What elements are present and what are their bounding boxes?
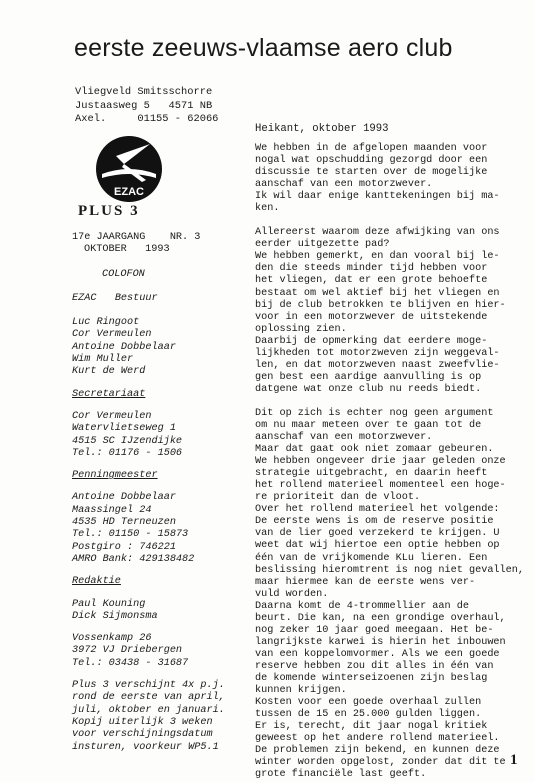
letter-line: langrijkste karwei is hierin het inbouwen bbox=[255, 636, 506, 648]
letter-line: tussen de 15 en 25.000 gulden liggen. bbox=[255, 709, 482, 721]
letter-line: de komende winterseizoenen zijn beslag bbox=[255, 672, 488, 684]
publication-note-line: rond de eerste van april, bbox=[72, 692, 225, 704]
letter-line: weet dat wij hiertoe een optie hebben op bbox=[255, 540, 500, 552]
letter-line: het rollend materieel momenteel een hoge- bbox=[255, 480, 506, 492]
club-address bbox=[75, 86, 218, 127]
letter-line: We hebben ongeveer drie jaar geleden onze bbox=[255, 456, 506, 468]
letter-paragraph bbox=[255, 143, 531, 215]
letter-line: lijkheden tot motorzweven zijn weggeval- bbox=[255, 347, 500, 359]
letter-line: geweest op het andere rollend materieel. bbox=[255, 733, 500, 745]
secretariaat-line: Cor Vermeulen bbox=[72, 410, 152, 422]
board-member: Kurt de Werd bbox=[72, 366, 146, 378]
letter-line: datgene wat onze club nu reeds biedt. bbox=[255, 383, 482, 395]
letter-line: We hebben gemerkt, en dan vooral bij le- bbox=[255, 251, 500, 263]
secretariaat-line: 4515 SC IJzendijke bbox=[72, 435, 183, 447]
letter-line: Daarna komt de 4-trommellier aan de bbox=[255, 600, 469, 612]
letter-line: nog zeker 10 jaar goed meegaan. Het be- bbox=[255, 624, 494, 636]
penningmeester-line: Maassingel 24 bbox=[72, 504, 152, 516]
page-number: 1 bbox=[510, 752, 518, 768]
letter-line: strategie uitgebracht, en daarin heeft bbox=[255, 468, 488, 480]
redaktie-member: Dick Sijmonsma bbox=[72, 610, 158, 622]
letter-line: vuld worden. bbox=[255, 588, 329, 600]
letter-line: aanschaf van een motorzwever. bbox=[255, 179, 433, 191]
letter-line: om nu maar meteen over te gaan tot de bbox=[255, 419, 482, 431]
letter-line: nogal wat opschudding gezorgd door een bbox=[255, 155, 488, 167]
letter-line: Allereerst waarom deze afwijking van ons bbox=[255, 227, 500, 239]
letter-line: discussie te starten over de mogelijke bbox=[255, 167, 488, 179]
letter-line: Er is, terecht, dit jaar nogal kritiek bbox=[255, 721, 488, 733]
letter-line: De eerste wens is om de reserve positie bbox=[255, 516, 494, 528]
logo-text: EZAC bbox=[114, 186, 144, 198]
letter-line: beslissing hieromtrent is nog niet gevallen, bbox=[255, 564, 524, 576]
letter-line: bestaat om wel aktief bij het vliegen en bbox=[255, 287, 500, 299]
publication-note-line: Plus 3 verschijnt 4x p.j. bbox=[72, 680, 225, 692]
letter-line: oplossing zien. bbox=[255, 323, 347, 335]
letter-line: ken. bbox=[255, 203, 280, 215]
board-member: Luc Ringoot bbox=[72, 317, 140, 329]
letter-line: één van de vrijkomende KLu lieren. Een bbox=[255, 552, 488, 564]
board-member: Wim Muller bbox=[72, 354, 134, 366]
publication-note-line: voor verschijningsdatum bbox=[72, 729, 213, 741]
letter-line: Maar dat gaat ook niet zomaar gebeuren. bbox=[255, 444, 494, 456]
letter-line: Dit op zich is echter nog geen argument bbox=[255, 407, 494, 419]
letter-line: len, en dat motorzweven naast zweefvlie- bbox=[255, 359, 500, 371]
letter-line: gen best een aardige aanvulling is op bbox=[255, 371, 482, 383]
redaktie-address-line: Vossenkamp 26 bbox=[72, 633, 152, 645]
letter-line: van de lier goed verzekerd te krijgen. U bbox=[255, 528, 500, 540]
letter-line: reserve hebben zou dit alles in één van bbox=[255, 660, 494, 672]
letter-line: voor in een motorzwever de uitstekende bbox=[255, 311, 488, 323]
penningmeester-line: 4535 HD Terneuzen bbox=[72, 517, 176, 529]
redaktie-address-line: Tel.: 03438 - 31687 bbox=[72, 657, 189, 669]
publication-note-line: juli, oktober en januari. bbox=[72, 704, 225, 716]
letter-line: eerder uitgezette pad? bbox=[255, 239, 390, 251]
ezac-logo-icon bbox=[94, 134, 164, 204]
redaktie-heading: Redaktie bbox=[72, 576, 121, 588]
redaktie-member: Paul Kouning bbox=[72, 598, 146, 610]
letter-line: Over het rollend materieel het volgende: bbox=[255, 504, 500, 516]
letter-line: Daarbij de opmerking dat eerdere moge- bbox=[255, 335, 488, 347]
penningmeester-line: AMRO Bank: 429138482 bbox=[72, 553, 195, 565]
letter-line: het vliegen, dat er een grote behoefte bbox=[255, 275, 488, 287]
board-heading bbox=[72, 293, 254, 305]
letter-line: den die steeds minder tijd hebben voor bbox=[255, 263, 488, 275]
redaktie-address-line: 3972 VJ Driebergen bbox=[72, 645, 183, 657]
penningmeester-line: Tel.: 01150 - 15873 bbox=[72, 529, 189, 541]
letter-line: bij de club betrokken te blijven en hier- bbox=[255, 299, 506, 311]
letter-paragraph bbox=[255, 408, 531, 781]
penningmeester-line: Antoine Dobbelaar bbox=[72, 492, 176, 504]
letter-dateline: Heikant, oktober 1993 bbox=[255, 123, 389, 135]
penningmeester-heading: Penningmeester bbox=[72, 470, 158, 482]
letter-paragraph bbox=[255, 227, 531, 396]
address-line: Justaasweg 5 4571 NB bbox=[75, 99, 213, 112]
secretariaat-line: Tel.: 01176 - 1506 bbox=[72, 447, 183, 459]
address-line: Vliegveld Smitsschorre bbox=[75, 86, 213, 98]
letter-line: re prioriteit dan de vloot. bbox=[255, 492, 421, 504]
issue-volume: 17e JAARGANG NR. 3 bbox=[72, 232, 201, 243]
letter-line: We hebben in de afgelopen maanden voor bbox=[255, 143, 488, 154]
issue-date: OKTOBER 1993 bbox=[84, 244, 170, 256]
board-member: Antoine Dobbelaar bbox=[72, 341, 176, 353]
secretariaat-heading: Secretariaat bbox=[72, 388, 146, 400]
board-title: Bestuur bbox=[114, 292, 158, 304]
letter-line: Ik wil daar enige kanttekeningen bij ma- bbox=[255, 191, 500, 203]
letter-line: aanschaf van een motorzwever. bbox=[255, 432, 433, 444]
letter-line: kunnen krijgen. bbox=[255, 685, 347, 697]
publication-note-line: insturen, voorkeur WP5.1 bbox=[72, 741, 219, 753]
letter-line: van een koppelomvormer. Als we een goede bbox=[255, 648, 500, 660]
newsletter-name: PLUS 3 bbox=[78, 203, 140, 219]
letter-line: Kosten voor een goede overhaal zullen bbox=[255, 697, 482, 709]
colofon-title: COLOFON bbox=[102, 268, 145, 280]
letter-line: grote financiële last geeft. bbox=[255, 769, 427, 781]
letter-body bbox=[255, 143, 531, 781]
letter-line: winter worden opgelost, zonder dat dit te bbox=[255, 757, 506, 769]
address-line: Axel. 01155 - 62066 bbox=[75, 113, 219, 125]
letter-line: beurt. Die kan, na een grondige overhaul, bbox=[255, 612, 506, 624]
publication-note-line: Kopij uiterlijk 3 weken bbox=[72, 716, 213, 728]
colofon-column bbox=[72, 232, 254, 754]
penningmeester-line: Postgiro : 746221 bbox=[72, 541, 176, 553]
letter-line: De problemen zijn bekend, en kunnen deze bbox=[255, 745, 500, 757]
club-name: eerste zeeuws-vlaamse aero club bbox=[74, 34, 453, 62]
letter-line: maar hiermee kan de eerste wens ver- bbox=[255, 576, 476, 588]
board-member: Cor Vermeulen bbox=[72, 329, 152, 341]
secretariaat-line: Watervlietseweg 1 bbox=[72, 423, 176, 435]
board-label: EZAC bbox=[72, 292, 97, 304]
